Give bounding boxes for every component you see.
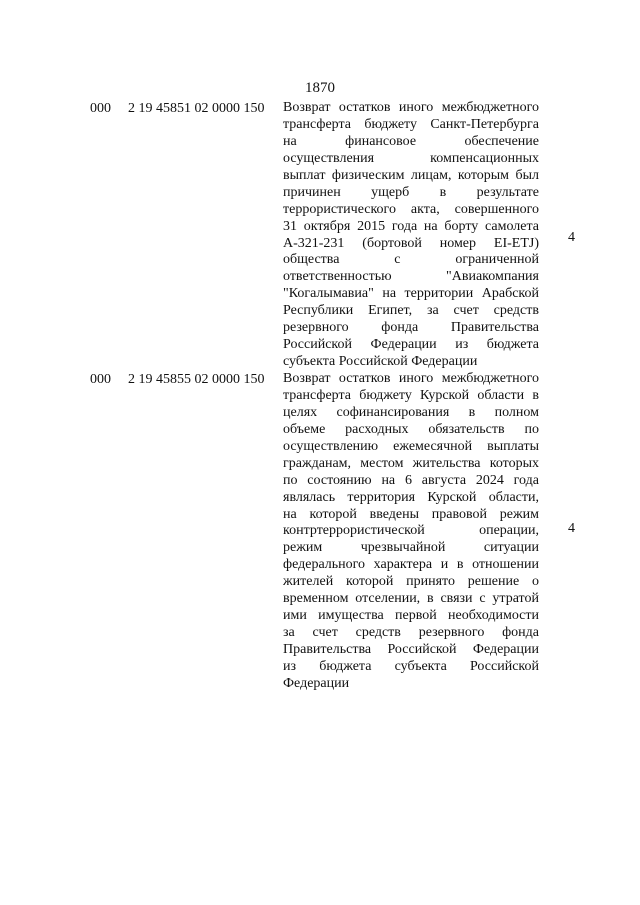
description-line: за счет средств резервного фонда	[283, 625, 539, 641]
description-line: осуществления компенсационных	[283, 150, 539, 166]
description-line: Республики Египет, за счет средств	[283, 303, 539, 319]
description-line: Российской Федерации из бюджета	[283, 337, 539, 353]
description-line: целях софинансирования в полном	[283, 404, 539, 420]
description-line: контртеррористической операции,	[283, 523, 539, 539]
description-line: Федерации	[283, 675, 350, 691]
description-line: ответственностью "Авиакомпания	[283, 269, 539, 285]
description-line: общества с ограниченной	[283, 252, 539, 268]
description-line: террористического акта, совершенного	[283, 201, 539, 217]
description-line: Возврат остатков иного межбюджетного	[283, 371, 539, 386]
description-line: субъекта Российской Федерации	[283, 354, 478, 370]
description-line: режим чрезвычайной ситуации	[283, 540, 539, 556]
description-line: Правительства Российской Федерации	[283, 642, 539, 657]
description-line: по состоянию на 6 августа 2024 года	[283, 472, 539, 488]
page-number: 1870	[305, 80, 335, 96]
description-line: трансферта бюджету Санкт-Петербурга	[283, 116, 539, 132]
description-line: жителей которой принято решение о	[283, 574, 539, 590]
row-description	[283, 100, 539, 371]
description-line: на финансовое обеспечение	[283, 133, 539, 149]
amount-value: 4	[568, 230, 575, 245]
description-line: ими имущества первой необходимости	[283, 608, 539, 624]
description-line: временном отселении, в связи с утратой	[283, 591, 539, 607]
description-line: осуществлению ежемесячной выплаты	[283, 438, 539, 454]
description-line: являлась территория Курской области,	[283, 489, 539, 505]
description-line: Возврат остатков иного межбюджетного	[283, 100, 539, 115]
description-line: объеме расходных обязательств по	[283, 421, 539, 437]
description-line: "Когалымавиа" на территории Арабской	[283, 286, 539, 302]
description-line: из бюджета субъекта Российской	[283, 658, 539, 674]
description-line: на которой введены правовой режим	[283, 506, 539, 522]
admin-code: 000	[90, 101, 111, 116]
classification-code: 2 19 45855 02 0000 150	[128, 372, 265, 387]
description-line: резервного фонда Правительства	[283, 320, 539, 336]
classification-code: 2 19 45851 02 0000 150	[128, 101, 265, 116]
description-line: федерального характера и в отношении	[283, 557, 539, 573]
admin-code: 000	[90, 372, 111, 387]
row-description	[283, 371, 539, 693]
amount-value: 4	[568, 521, 575, 536]
description-line: причинен ущерб в результате	[283, 184, 539, 200]
description-line: выплат физическим лицам, которым был	[283, 167, 539, 183]
description-line: А-321-231 (бортовой номер EI-ETJ)	[283, 235, 539, 251]
description-line: 31 октября 2015 года на борту самолета	[283, 218, 539, 234]
description-line: гражданам, местом жительства которых	[283, 455, 539, 471]
description-line: трансферта бюджету Курской области в	[283, 387, 539, 403]
